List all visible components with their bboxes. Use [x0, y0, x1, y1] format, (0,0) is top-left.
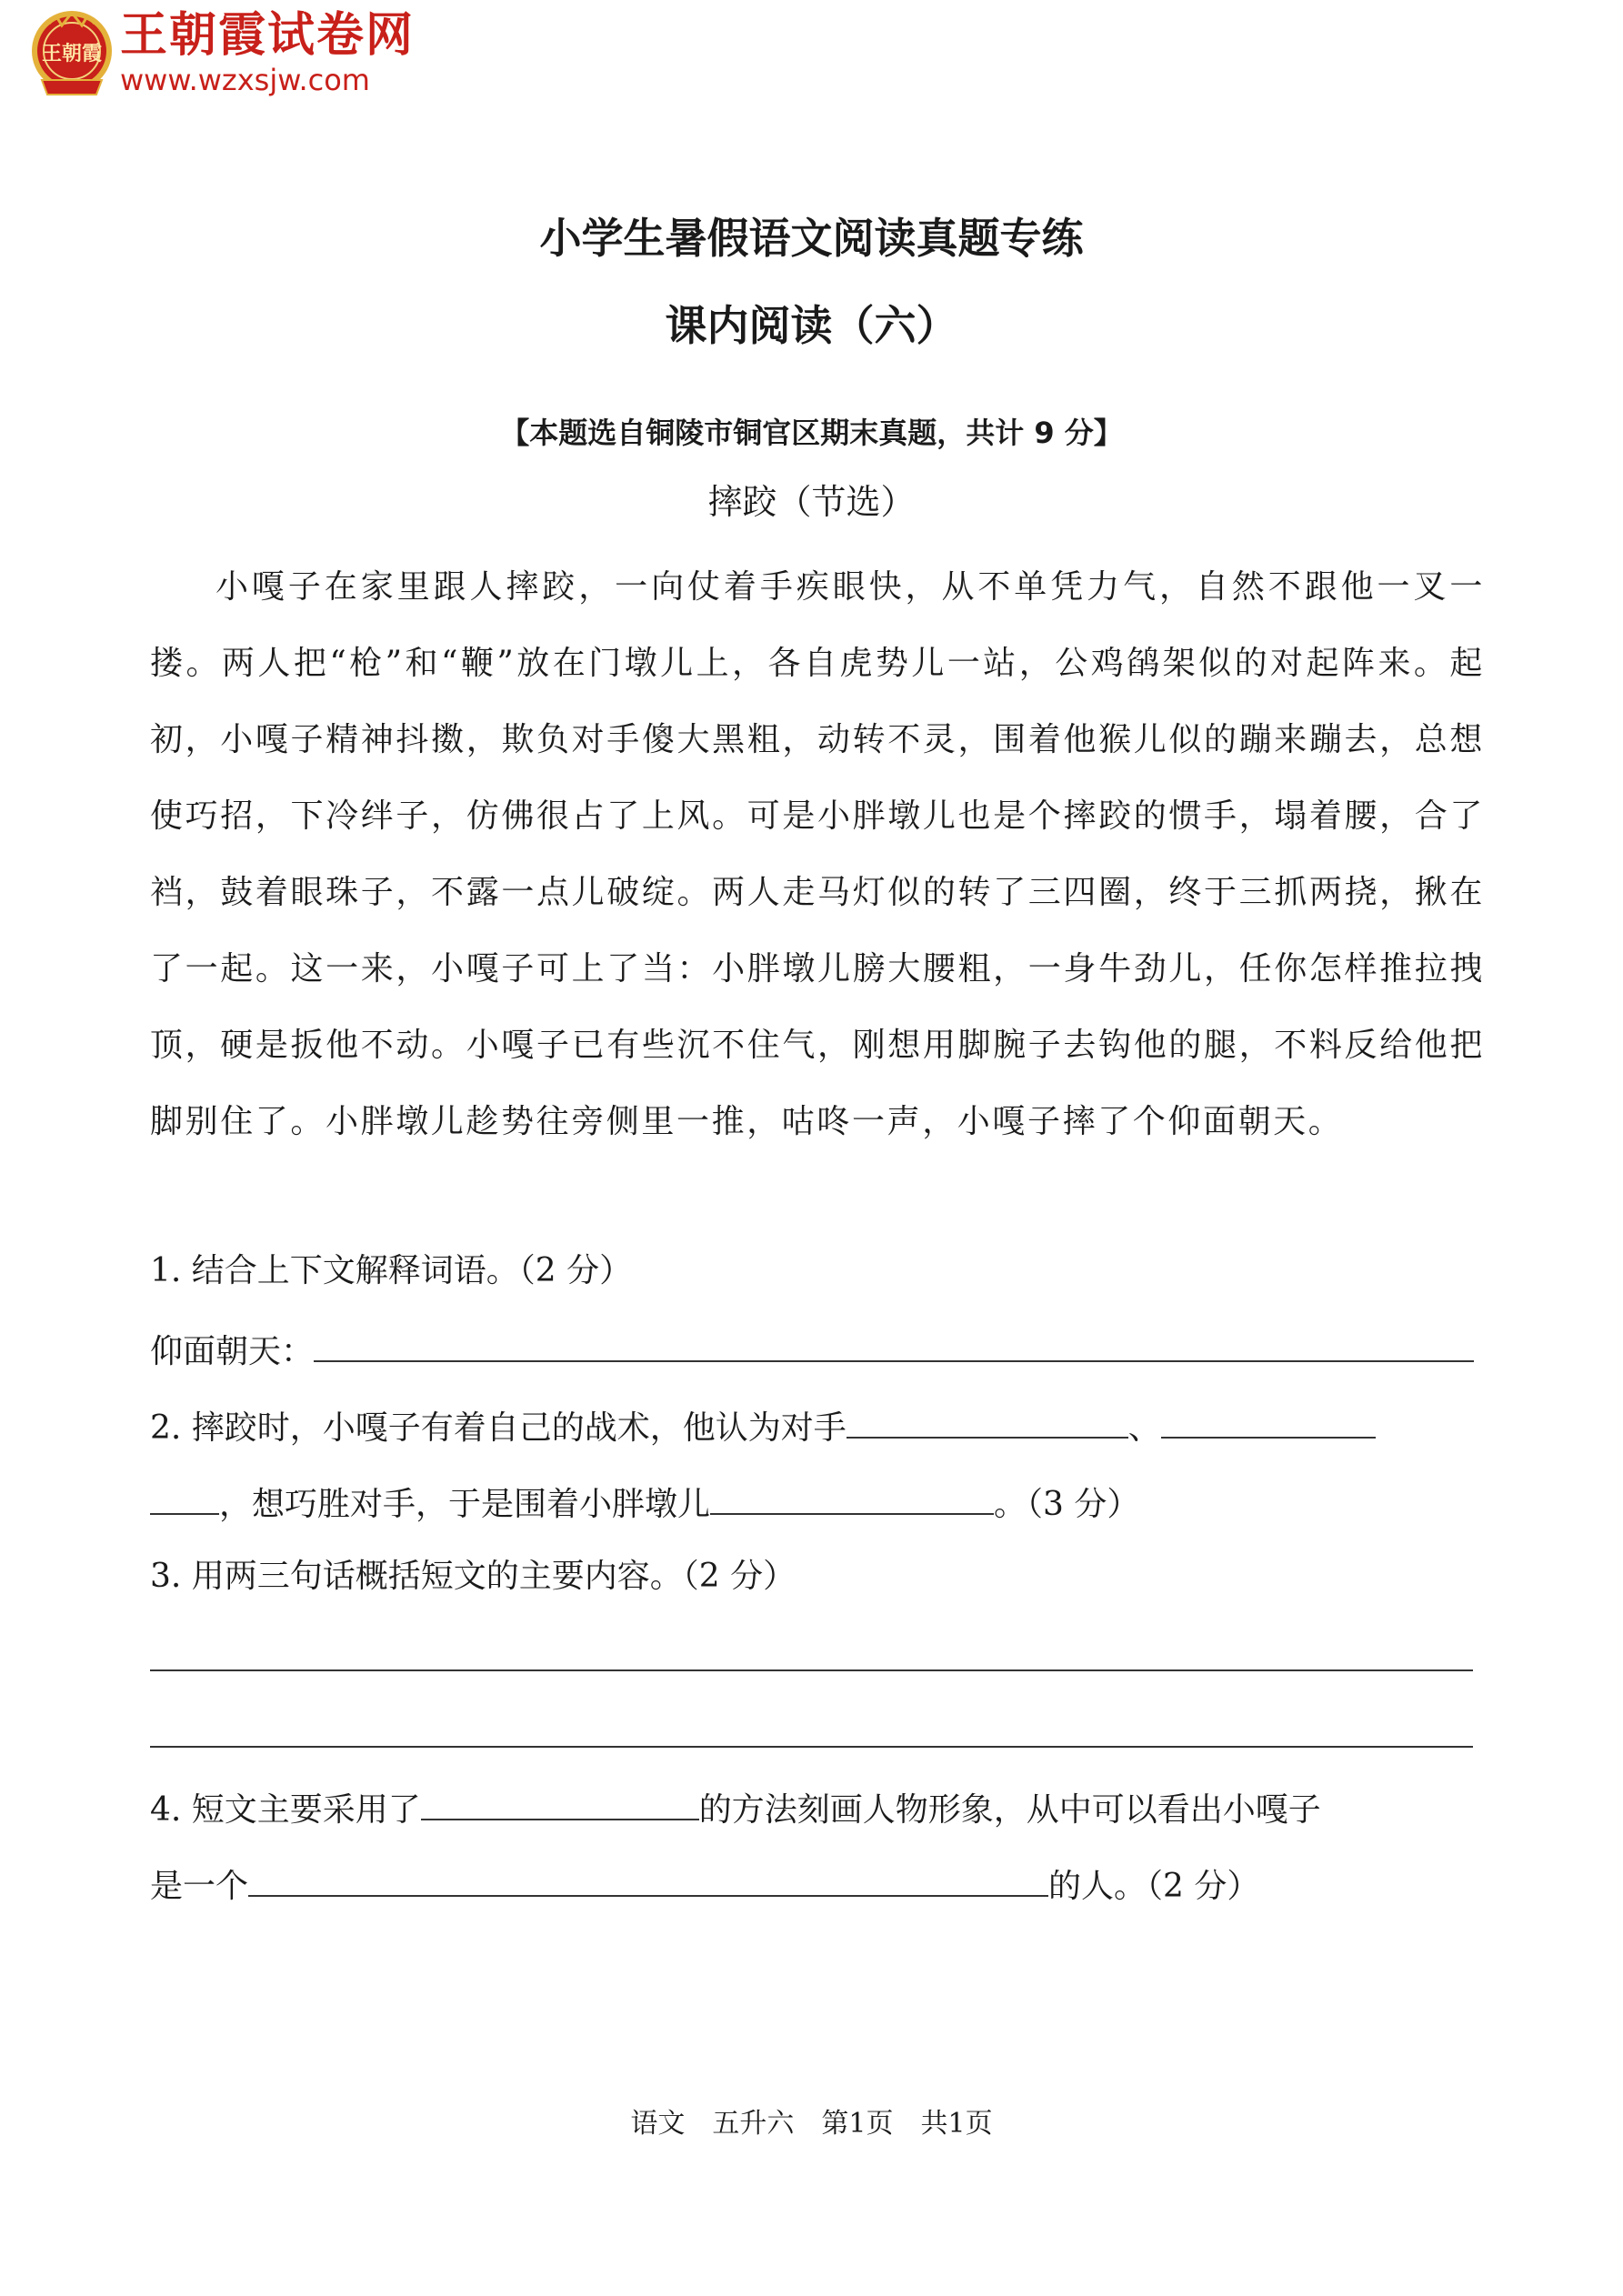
question-2-text-1: 2. 摔跤时，小嘎子有着自己的战术，他认为对手: [150, 1409, 847, 1447]
question-1-prompt: 1. 结合上下文解释词语。（2 分）: [150, 1252, 633, 1289]
brand-name[interactable]: 王朝霞试卷网: [120, 8, 416, 63]
page-subtitle: 课内阅读（六）: [665, 301, 958, 350]
question-2-blank-1[interactable]: [847, 1400, 1128, 1439]
question-1-answer-row: [150, 1324, 1487, 1376]
seal-badge-icon: [25, 7, 118, 100]
page-footer: 语文 五升六 第1页 共1页: [630, 2108, 993, 2140]
passage-title: 摔跤（节选）: [707, 482, 916, 522]
question-2-separator: 、: [1127, 1409, 1161, 1447]
question-2-blank-2-continued[interactable]: [150, 1477, 219, 1515]
reading-passage: 小嘎子在家里跟人摔跤，一向仗着手疾眼快，从不单凭力气，自然不跟他一叉一搂。两人把“枪”和“鞭”放在门墩儿上，各自虎势儿一站，公鸡鹐架似的对起阵来。起初，小嘎子精神抖擞，欺负对手傻大黑粗，动转不灵，围着他猴儿似的蹦来蹦去，总想使巧招，下冷绊子，仿佛很占了上风。可是小胖墩儿也是个摔跤的惯手，塌着腰，合了裆，鼓着眼珠子，不露一点儿破绽。两人走马灯似的转了三四圈，终于三抓两挠，揪在了一起。这一来，小嘎子可上了当：小胖墩儿膀大腰粗，一身牛劲儿，任你怎样推拉拽顶，硬是扳他不动。小嘎子已有些沉不住气，刚想用脚腕子去钩他的腿，不料反给他把脚别住了。小胖墩儿趁势往旁侧里一推，咕咚一声，小嘎子摔了个仰面朝天。: [150, 568, 1485, 1140]
question-4-line-2: [150, 1859, 1487, 1910]
question-4-text-1: 4. 短文主要采用了: [150, 1791, 421, 1829]
page-title: 小学生暑假语文阅读真题专练: [539, 214, 1084, 263]
question-2-blank-2[interactable]: [1161, 1400, 1376, 1439]
source-note: 【本题选自铜陵市铜官区期末真题，共计 9 分】: [500, 416, 1123, 450]
question-1-answer-blank[interactable]: [314, 1324, 1474, 1362]
question-4-line-1: [150, 1782, 1487, 1834]
question-1-term-label: 仰面朝天：: [150, 1333, 315, 1370]
question-3-prompt: 3. 用两三句话概括短文的主要内容。（2 分）: [150, 1558, 796, 1595]
question-2-line-1: [150, 1400, 1487, 1452]
question-2-line-2: [150, 1477, 1487, 1529]
question-4-blank-2[interactable]: [248, 1859, 1048, 1897]
svg-text:王朝霞: 王朝霞: [41, 42, 103, 65]
question-3-answer-line-2[interactable]: [150, 1746, 1473, 1748]
question-4-text-4: 的人。（2 分）: [1048, 1868, 1260, 1905]
brand-url[interactable]: www.wzxsjw.com: [120, 63, 370, 97]
question-4-text-2: 的方法刻画人物形象，从中可以看出小嘎子: [698, 1791, 1321, 1829]
question-2-text-2: ，想巧胜对手，于是围着小胖墩儿: [219, 1486, 711, 1523]
question-2-text-3: 。（3 分）: [994, 1486, 1140, 1523]
question-4-text-3: 是一个: [150, 1868, 249, 1905]
question-2-blank-3[interactable]: [710, 1477, 994, 1515]
question-3-answer-line-1[interactable]: [150, 1669, 1473, 1671]
question-4-blank-1[interactable]: [421, 1782, 699, 1820]
